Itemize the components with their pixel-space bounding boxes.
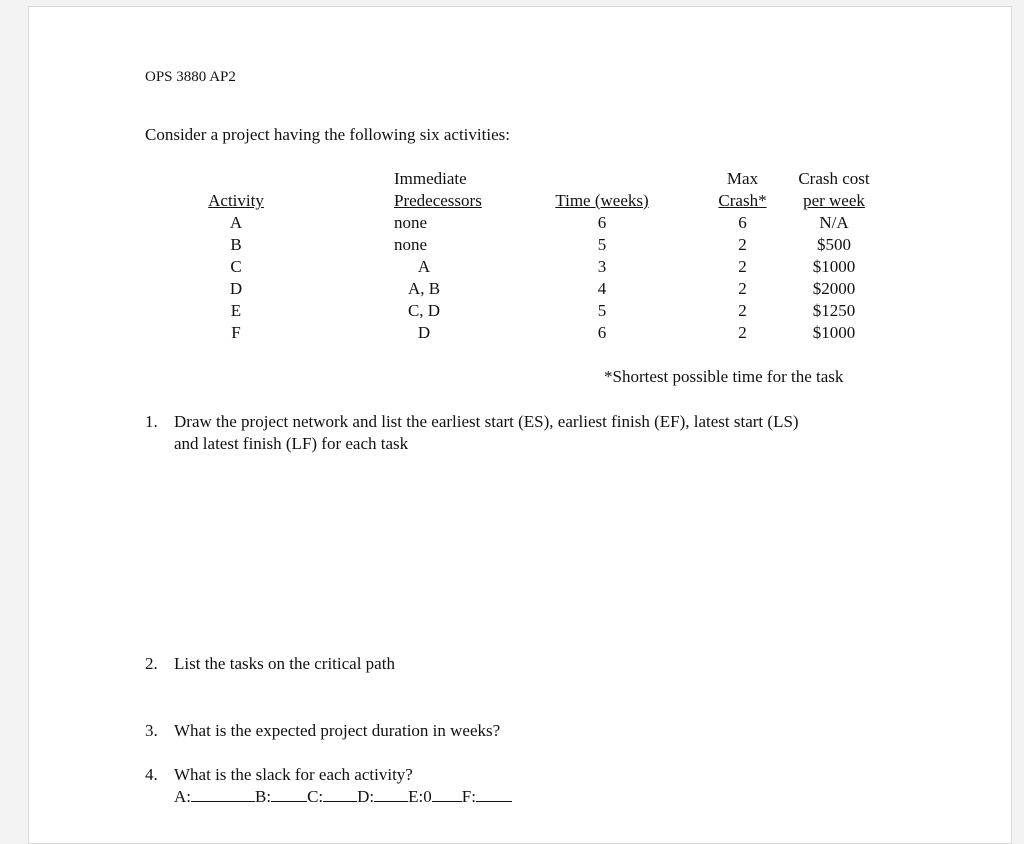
question-number: 2.	[145, 654, 158, 673]
slack-label-b: B:	[255, 787, 272, 806]
cell-time: 5	[597, 235, 607, 254]
cell-crash-cost: $1000	[812, 323, 856, 342]
cell-max-crash: 6	[738, 213, 747, 232]
slack-blank-e[interactable]	[432, 787, 462, 802]
cell-max-crash: 2	[738, 235, 747, 254]
slack-answer-line	[174, 786, 512, 808]
cell-crash-cost: N/A	[819, 213, 849, 232]
cell-crash-cost: $2000	[812, 279, 856, 298]
header-max-crash-line1: Max	[726, 169, 759, 188]
cell-predecessors: C, D	[407, 301, 441, 320]
slack-label-f: F:	[461, 787, 476, 806]
cell-time: 4	[597, 279, 607, 298]
slack-label-c: C:	[307, 787, 324, 806]
table-footnote: *Shortest possible time for the task	[604, 367, 844, 386]
question-number: 1.	[145, 412, 158, 431]
cell-predecessors: none	[394, 213, 428, 232]
slack-blank-a[interactable]	[191, 787, 255, 802]
header-predecessors-line2: Predecessors	[394, 191, 482, 210]
cell-max-crash: 2	[738, 257, 747, 276]
header-crash-cost-line2: per week	[803, 191, 865, 210]
slack-blank-b[interactable]	[271, 787, 307, 802]
question-text-continued: and latest finish (LF) for each task	[174, 434, 409, 453]
intro-text: Consider a project having the following six activities:	[145, 125, 510, 144]
document-header: OPS 3880 AP2	[145, 69, 236, 85]
cell-time: 3	[597, 257, 607, 276]
cell-predecessors: A, B	[407, 279, 441, 298]
question-number: 4.	[145, 765, 158, 784]
cell-activity: B	[230, 235, 242, 254]
cell-activity: A	[229, 213, 243, 232]
slack-label-e: E:0	[408, 787, 432, 806]
question-number: 3.	[145, 721, 158, 740]
cell-crash-cost: $1000	[812, 257, 856, 276]
cell-max-crash: 2	[738, 301, 747, 320]
cell-time: 5	[597, 301, 607, 320]
header-crash-cost-line1: Crash cost	[798, 169, 870, 188]
cell-activity: C	[230, 257, 242, 276]
document-page	[28, 6, 1012, 844]
slack-blank-f[interactable]	[476, 787, 512, 802]
question-text: What is the expected project duration in weeks?	[174, 721, 501, 740]
cell-max-crash: 2	[738, 323, 747, 342]
cell-activity: E	[230, 301, 242, 320]
question-text: List the tasks on the critical path	[174, 654, 395, 673]
slack-blank-d[interactable]	[374, 787, 408, 802]
header-max-crash-line2: Crash*	[718, 191, 767, 210]
question-text: What is the slack for each activity?	[174, 765, 413, 784]
header-predecessors-line1: Immediate	[394, 169, 467, 188]
header-activity: Activity	[208, 191, 264, 210]
cell-max-crash: 2	[738, 279, 747, 298]
cell-activity: D	[229, 279, 243, 298]
header-time: Time (weeks)	[555, 191, 649, 210]
cell-predecessors: A	[417, 257, 431, 276]
cell-crash-cost: $1250	[812, 301, 856, 320]
cell-predecessors: D	[417, 323, 431, 342]
cell-activity: F	[231, 323, 241, 342]
slack-label-d: D:	[357, 787, 375, 806]
slack-blank-c[interactable]	[323, 787, 357, 802]
slack-label-a: A:	[174, 787, 191, 806]
cell-time: 6	[597, 323, 607, 342]
cell-crash-cost: $500	[817, 235, 851, 254]
question-text: Draw the project network and list the earliest start (ES), earliest finish (EF), latest start (LS)	[174, 412, 799, 431]
cell-predecessors: none	[394, 235, 428, 254]
cell-time: 6	[597, 213, 607, 232]
